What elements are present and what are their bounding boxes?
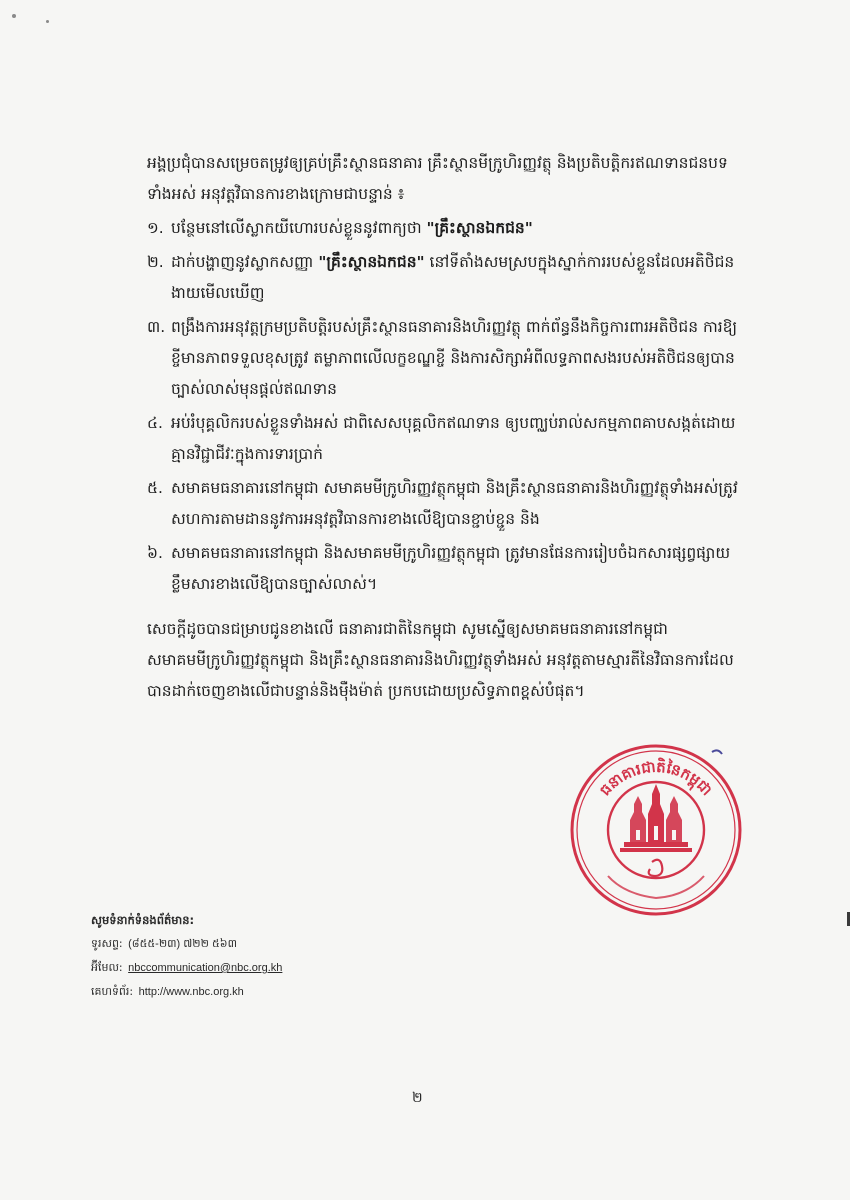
seal-text: ធនាគារជាតិនៃកម្ពុជា [595,757,716,800]
page-number: ២ [412,1090,423,1106]
list-number: ៤. [147,414,163,432]
list-number: ២. [147,253,164,271]
phone-label: ទូរសព្ទ: [91,937,123,950]
document-body [147,148,742,707]
list-text: ពង្រឹងការអនុវត្តក្រមប្រតិបត្តិរបស់គ្រឹះស្ថានធនាគារនិងហិរញ្ញវត្ថុ ពាក់ព័ន្ធនឹងកិច្ចការពារអតិថិជន ការឱ្យខ្ចីមានភាពទទួលខុសត្រូវ តម្លាភាពលើលក្ខខណ្ឌខ្ចី និងការសិក្សាអំពីលទ្ធភាពសងរបស់អតិថិជនឲ្យបានច្បាស់លាស់មុនផ្តល់ឥណទាន [171,318,738,398]
website-label: គេហទំព័រ: [91,985,134,998]
list-item [147,247,742,309]
temple-icon [620,784,692,852]
scan-speck [46,20,49,23]
contact-heading: សូមទំនាក់ទំនងព័ត៌មាន: [91,913,195,927]
phone-line [91,932,282,956]
list-text: សមាគមធនាគារនៅកម្ពុជា សមាគមមីក្រូហិរញ្ញវត្ថុកម្ពុជា និងគ្រឹះស្ថានធនាគារនិងហិរញ្ញវត្ថុទាំងអស់ត្រូវសហការតាមដាននូវការអនុវត្តវិធានការខាងលើឱ្យបានខ្ជាប់ខ្ជួន និង [171,479,738,528]
list-number: ៦. [147,544,163,562]
list-number: ៣. [147,318,166,336]
list-text: បន្ថែមនៅលើស្លាកយីហោរបស់ខ្លួននូវពាក្យថា [171,219,422,237]
email-link[interactable]: nbccommunication@nbc.org.kh [128,962,283,974]
list-item [147,538,742,600]
list-text: ដាក់បង្ហាញនូវស្លាកសញ្ញា [171,253,314,271]
website-line [91,980,282,1004]
list-text: អប់រំបុគ្គលិករបស់ខ្លួនទាំងអស់ ជាពិសេសបុគ្គលិកឥណទាន ឲ្យបញ្ឈប់រាល់សកម្មភាពគាបសង្កត់ដោយគ្មានវិជ្ជាជីវៈក្នុងការទារប្រាក់ [171,414,736,463]
list-item [147,473,742,535]
list-text: នៅទីតាំងសមស្របក្នុងស្នាក់ការរបស់ខ្លួនដែលអតិថិជនងាយមើលឃើញ [171,253,735,302]
list-number: ៥. [147,479,163,497]
list-item [147,408,742,470]
official-seal-icon [568,742,744,918]
measures-list [147,213,742,600]
contact-block [91,908,282,1004]
list-text: សមាគមធនាគារនៅកម្ពុជា និងសមាគមមីក្រូហិរញ្ញវត្ថុកម្ពុជា ត្រូវមានផែនការរៀបចំឯកសារផ្សព្វផ្សាយខ្លឹមសារខាងលើឱ្យបានច្បាស់លាស់។ [171,544,731,593]
email-line [91,956,282,980]
closing-paragraph: សេចក្ដីដូចបានជម្រាបជូនខាងលើ ធនាគារជាតិនៃកម្ពុជា សូមស្នើឲ្យសមាគមធនាគារនៅកម្ពុជា សមាគមមីក្រូហិរញ្ញវត្ថុកម្ពុជា និងគ្រឹះស្ថានធនាគារនិងហិរញ្ញវត្ថុទាំងអស់ អនុវត្តតាមស្មារតីនៃវិធានការដែលបានដាក់ចេញខាងលើជាបន្ទាន់និងម៉ឺងម៉ាត់ ប្រកបដោយប្រសិទ្ធភាពខ្ពស់បំផុត។ [147,620,734,700]
website-link[interactable]: http://www.nbc.org.kh [138,986,244,998]
list-item [147,312,742,405]
email-label: អ៊ីមែល: [91,961,123,974]
emphasis-text: "គ្រឹះស្ថានឯកជន" [426,219,533,237]
scan-speck [12,14,16,18]
list-item [147,213,742,244]
list-number: ១. [147,219,164,237]
phone-value: (៨៥៥-២៣) ៧២២ ៥៦៣ [128,938,237,950]
emphasis-text: "គ្រឹះស្ថានឯកជន" [318,253,425,271]
intro-paragraph: អង្គប្រជុំបានសម្រេចតម្រូវឲ្យគ្រប់គ្រឹះស្ថានធនាគារ គ្រឹះស្ថានមីក្រូហិរញ្ញវត្ថុ និងប្រតិបត្តិករឥណទានជនបទទាំងអស់ អនុវត្តវិធានការខាងក្រោមជាបន្ទាន់ ៖ [147,154,728,203]
